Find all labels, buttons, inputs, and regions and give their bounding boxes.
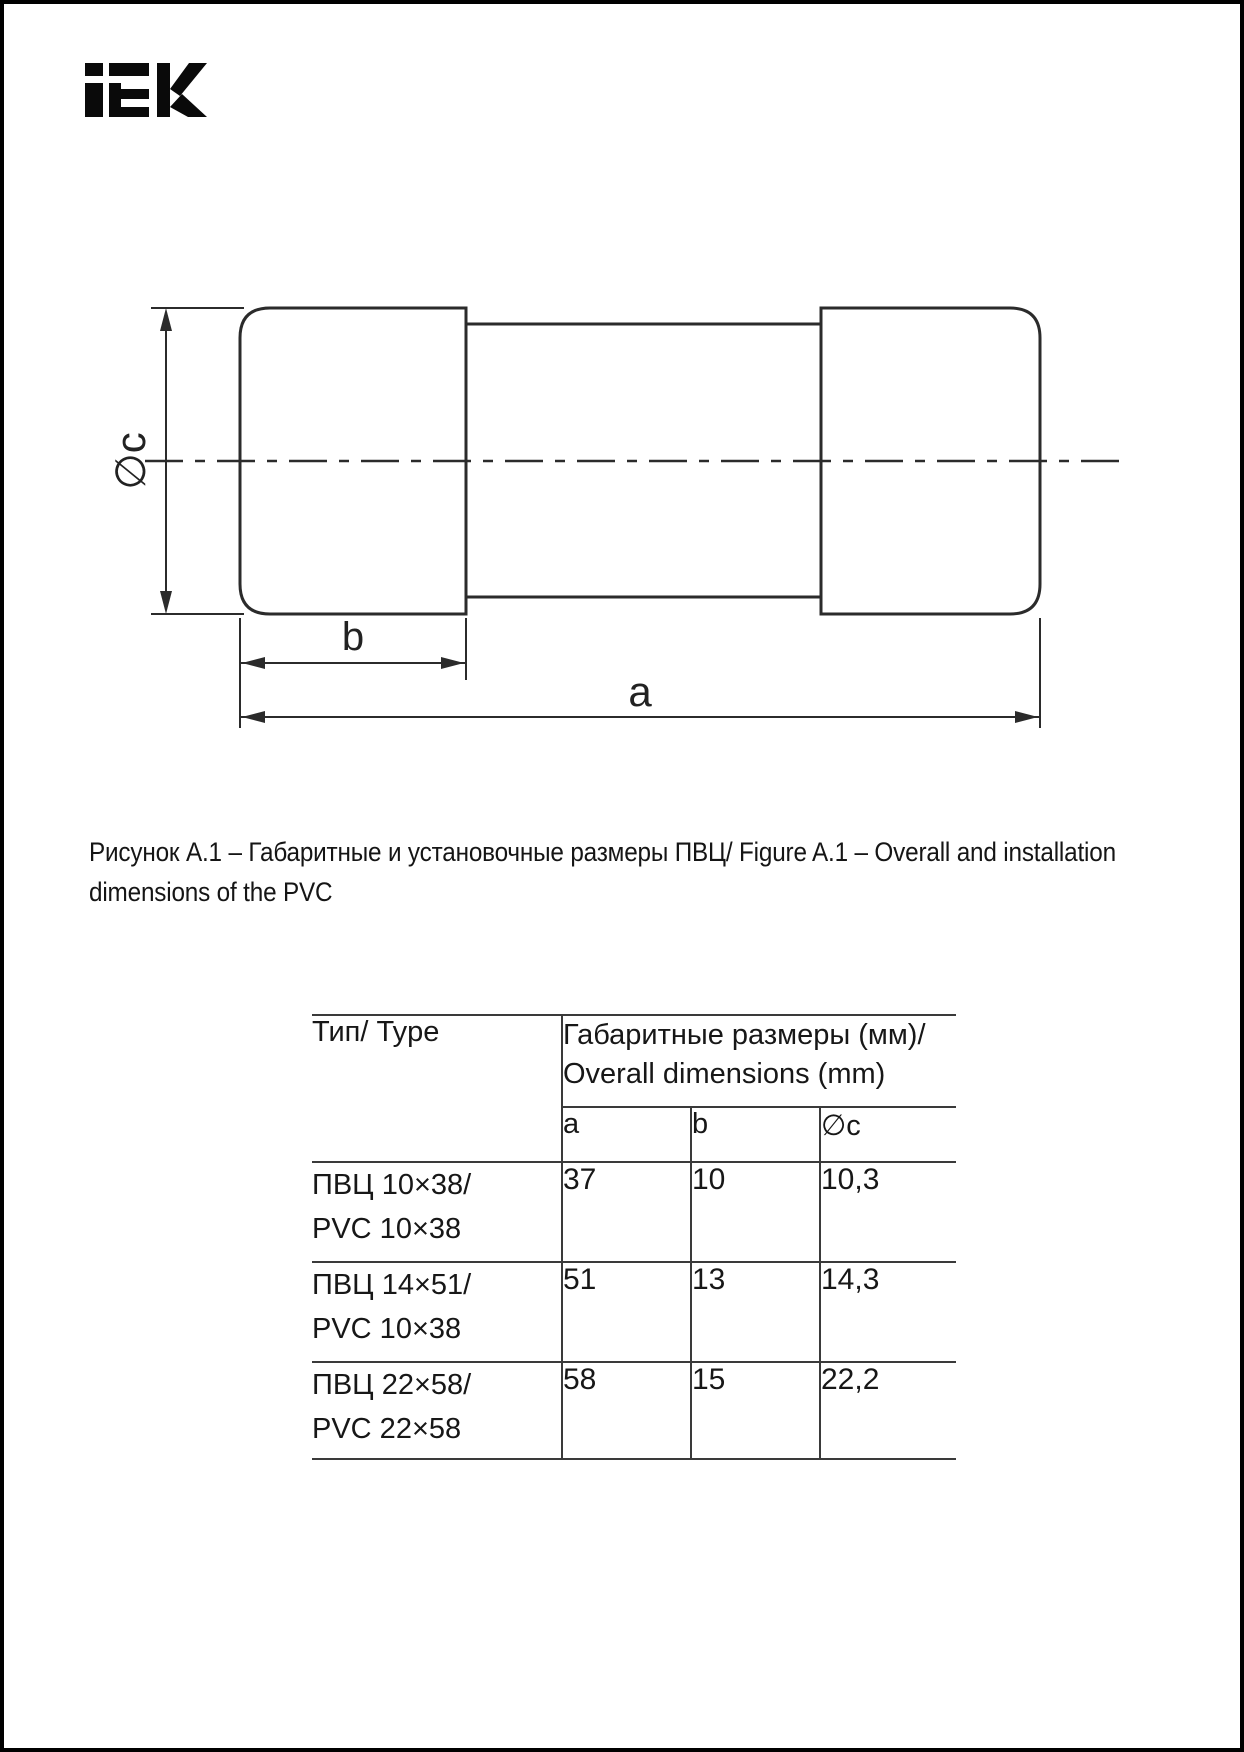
subheader-c: ∅c — [820, 1107, 956, 1162]
arrow-b-right — [441, 657, 464, 669]
dim-label-c: ∅c — [107, 432, 154, 490]
row-value-a: 37 — [562, 1162, 691, 1262]
figure-caption-line2: dimensions of the PVC — [89, 877, 333, 907]
arrow-a-right — [1015, 711, 1038, 723]
figure-caption — [89, 832, 1169, 912]
dimensions-table — [312, 1014, 956, 1460]
dim-label-a: a — [628, 668, 652, 715]
header-dimensions — [562, 1015, 956, 1107]
row-value-b: 10 — [691, 1162, 820, 1262]
dim-label-b: b — [341, 615, 365, 659]
subheader-b: b — [691, 1107, 820, 1162]
row-type-line2: PVC 10×38 — [312, 1213, 462, 1245]
row-value-a: 58 — [562, 1362, 691, 1459]
arrow-c-up — [160, 308, 172, 331]
dimensions-table-wrap — [312, 1014, 958, 1460]
row-value-c: 10,3 — [820, 1162, 956, 1262]
row-value-b: 13 — [691, 1262, 820, 1362]
row-type-line2: PVC 22×58 — [312, 1413, 462, 1445]
subheader-a: a — [562, 1107, 691, 1162]
fuse-right-cap — [821, 308, 1040, 614]
arrow-c-down — [160, 591, 172, 614]
table-row — [312, 1162, 956, 1262]
row-type — [312, 1162, 562, 1262]
row-type-line2: PVC 10×38 — [312, 1313, 462, 1345]
header-dimensions-line2: Overall dimensions (mm) — [563, 1058, 886, 1090]
header-dimensions-line1: Габаритные размеры (мм)/ — [563, 1019, 926, 1051]
table-header-row — [312, 1015, 956, 1107]
arrow-a-left — [242, 711, 265, 723]
fuse-dimension-drawing — [4, 4, 1240, 794]
row-type-line1: ПВЦ 10×38/ — [312, 1169, 472, 1201]
row-type — [312, 1362, 562, 1459]
row-type-line1: ПВЦ 14×51/ — [312, 1269, 472, 1301]
table-row — [312, 1362, 956, 1459]
row-value-a: 51 — [562, 1262, 691, 1362]
row-value-b: 15 — [691, 1362, 820, 1459]
row-value-c: 14,3 — [820, 1262, 956, 1362]
figure-caption-line1: Рисунок А.1 – Габаритные и установочные размеры ПВЦ/ Figure A.1 – Overall and installation — [89, 837, 1116, 867]
header-type: Тип/ Type — [312, 1015, 562, 1162]
row-type — [312, 1262, 562, 1362]
row-value-c: 22,2 — [820, 1362, 956, 1459]
row-type-line1: ПВЦ 22×58/ — [312, 1369, 472, 1401]
table-row — [312, 1262, 956, 1362]
arrow-b-left — [242, 657, 265, 669]
